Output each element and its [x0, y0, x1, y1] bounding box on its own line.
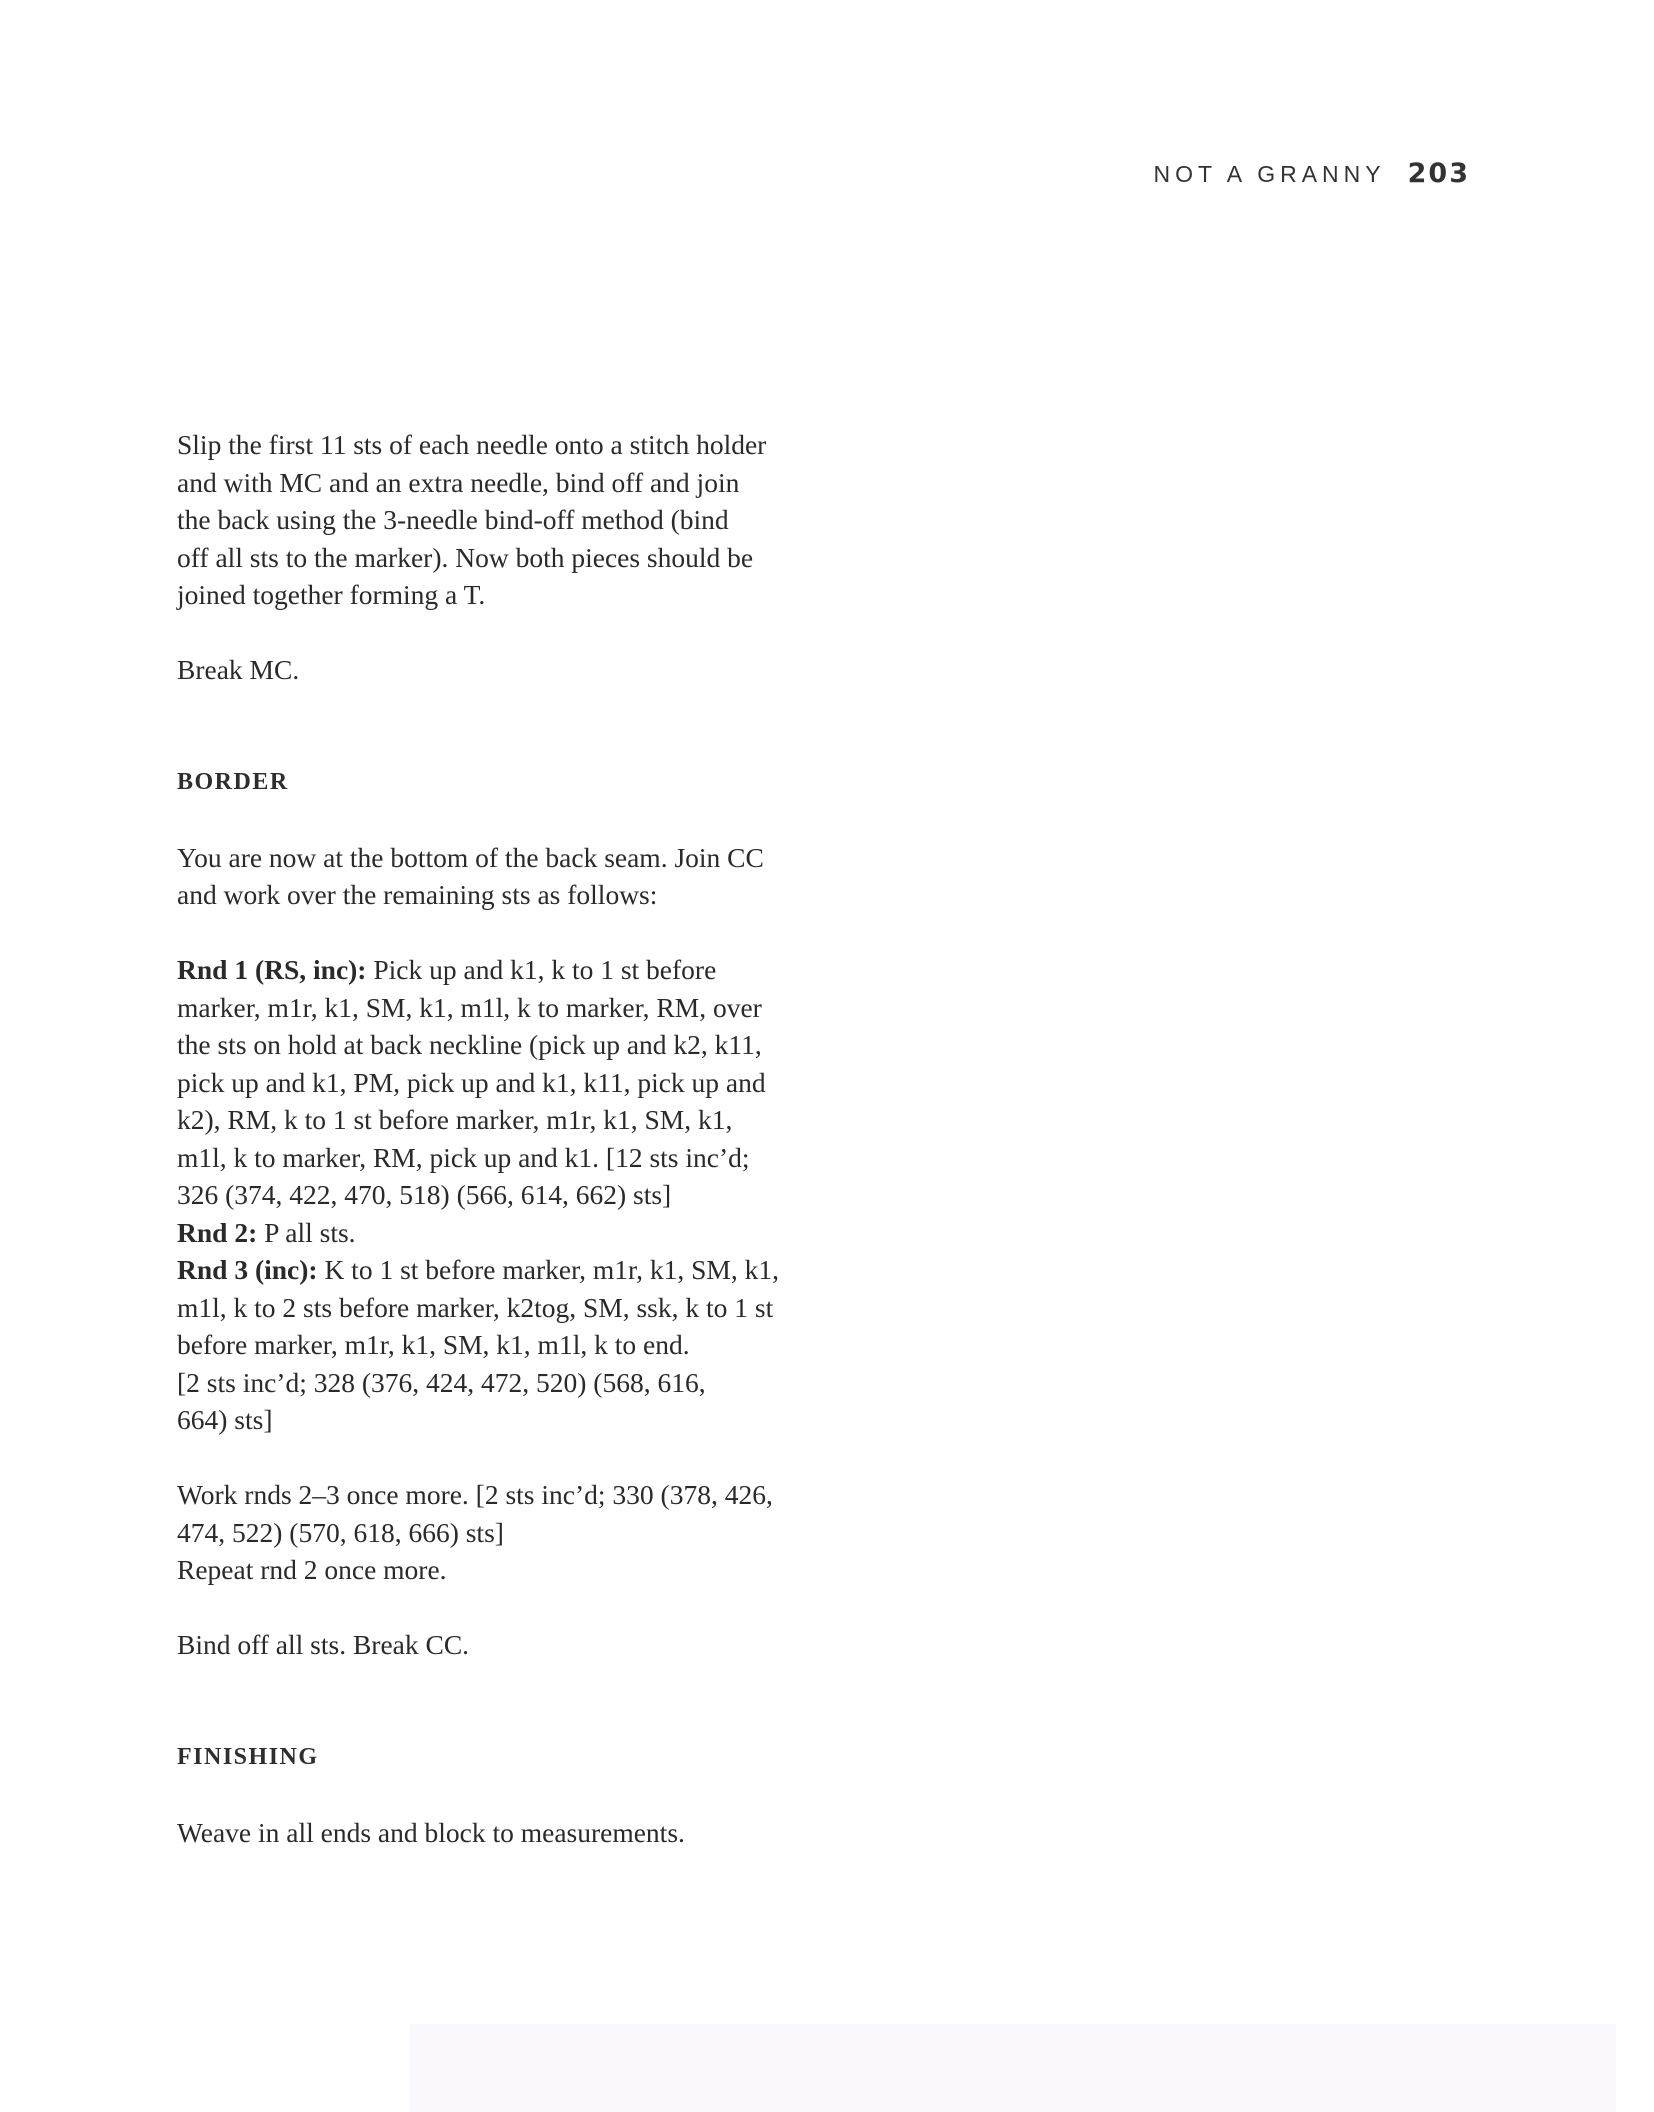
- running-head: [1154, 158, 1471, 189]
- text-line: [2 sts inc’d; 328 (376, 424, 472, 520) (568, 616,: [177, 1366, 706, 1398]
- repeat-paragraph: [177, 1476, 827, 1589]
- rounds-instructions: [177, 951, 827, 1439]
- rnd3-label: Rnd 3 (inc):: [177, 1254, 318, 1285]
- text-line: the sts on hold at back neckline (pick up and k2, k11,: [177, 1029, 762, 1060]
- text-line: You are now at the bottom of the back seam. Join CC: [177, 841, 764, 873]
- chapter-title: NOT A GRANNY: [1153, 161, 1386, 187]
- text-line: m1l, k to 2 sts before marker, k2tog, SM, ssk, k to 1 st: [177, 1291, 774, 1323]
- text-line: 664) sts]: [177, 1404, 273, 1435]
- text-line: 474, 522) (570, 618, 666) sts]: [177, 1516, 504, 1548]
- text-line: K to 1 st before marker, m1r, k1, SM, k1,: [317, 1254, 779, 1285]
- text-line: Slip the first 11 sts of each needle onto a stitch holder: [177, 429, 767, 460]
- text-line: before marker, m1r, k1, SM, k1, m1l, k to end.: [177, 1329, 690, 1360]
- intro-paragraph: [177, 426, 827, 614]
- text-line: the back using the 3-needle bind-off method (bind: [177, 504, 729, 535]
- rnd1-label: Rnd 1 (RS, inc):: [177, 954, 367, 985]
- text-line: Pick up and k1, k to 1 st before: [366, 954, 717, 985]
- text-line: and with MC and an extra needle, bind off and join: [177, 466, 740, 498]
- finishing-paragraph: Weave in all ends and block to measurements.: [177, 1816, 685, 1848]
- finishing-heading: FINISHING: [177, 1743, 319, 1770]
- text-line: joined together forming a T.: [177, 579, 486, 610]
- break-mc-paragraph: Break MC.: [177, 654, 300, 685]
- text-line: off all sts to the marker). Now both pieces should be: [177, 541, 754, 573]
- text-line: 326 (374, 422, 470, 518) (566, 614, 662) sts]: [177, 1179, 672, 1210]
- border-heading: BORDER: [177, 768, 289, 795]
- text-line: P all sts.: [257, 1216, 356, 1248]
- text-line: marker, m1r, k1, SM, k1, m1l, k to marker, RM, over: [177, 991, 762, 1023]
- bind-off-paragraph: Bind off all sts. Break CC.: [177, 1629, 470, 1660]
- rnd2-label: Rnd 2:: [177, 1216, 258, 1248]
- border-intro-paragraph: [177, 839, 827, 914]
- text-line: k2), RM, k to 1 st before marker, m1r, k1, SM, k1,: [177, 1104, 733, 1135]
- text-line: Work rnds 2–3 once more. [2 sts inc’d; 330 (378, 426,: [177, 1479, 773, 1510]
- text-line: pick up and k1, PM, pick up and k1, k11, pick up and: [177, 1066, 766, 1098]
- text-line: and work over the remaining sts as follows:: [177, 879, 658, 910]
- text-line: Repeat rnd 2 once more.: [177, 1554, 447, 1585]
- text-line: m1l, k to marker, RM, pick up and k1. [12 sts inc’d;: [177, 1141, 750, 1173]
- page-number: 203: [1407, 158, 1470, 189]
- page-edge-tint: [410, 2024, 1616, 2112]
- body-text: [177, 426, 827, 1851]
